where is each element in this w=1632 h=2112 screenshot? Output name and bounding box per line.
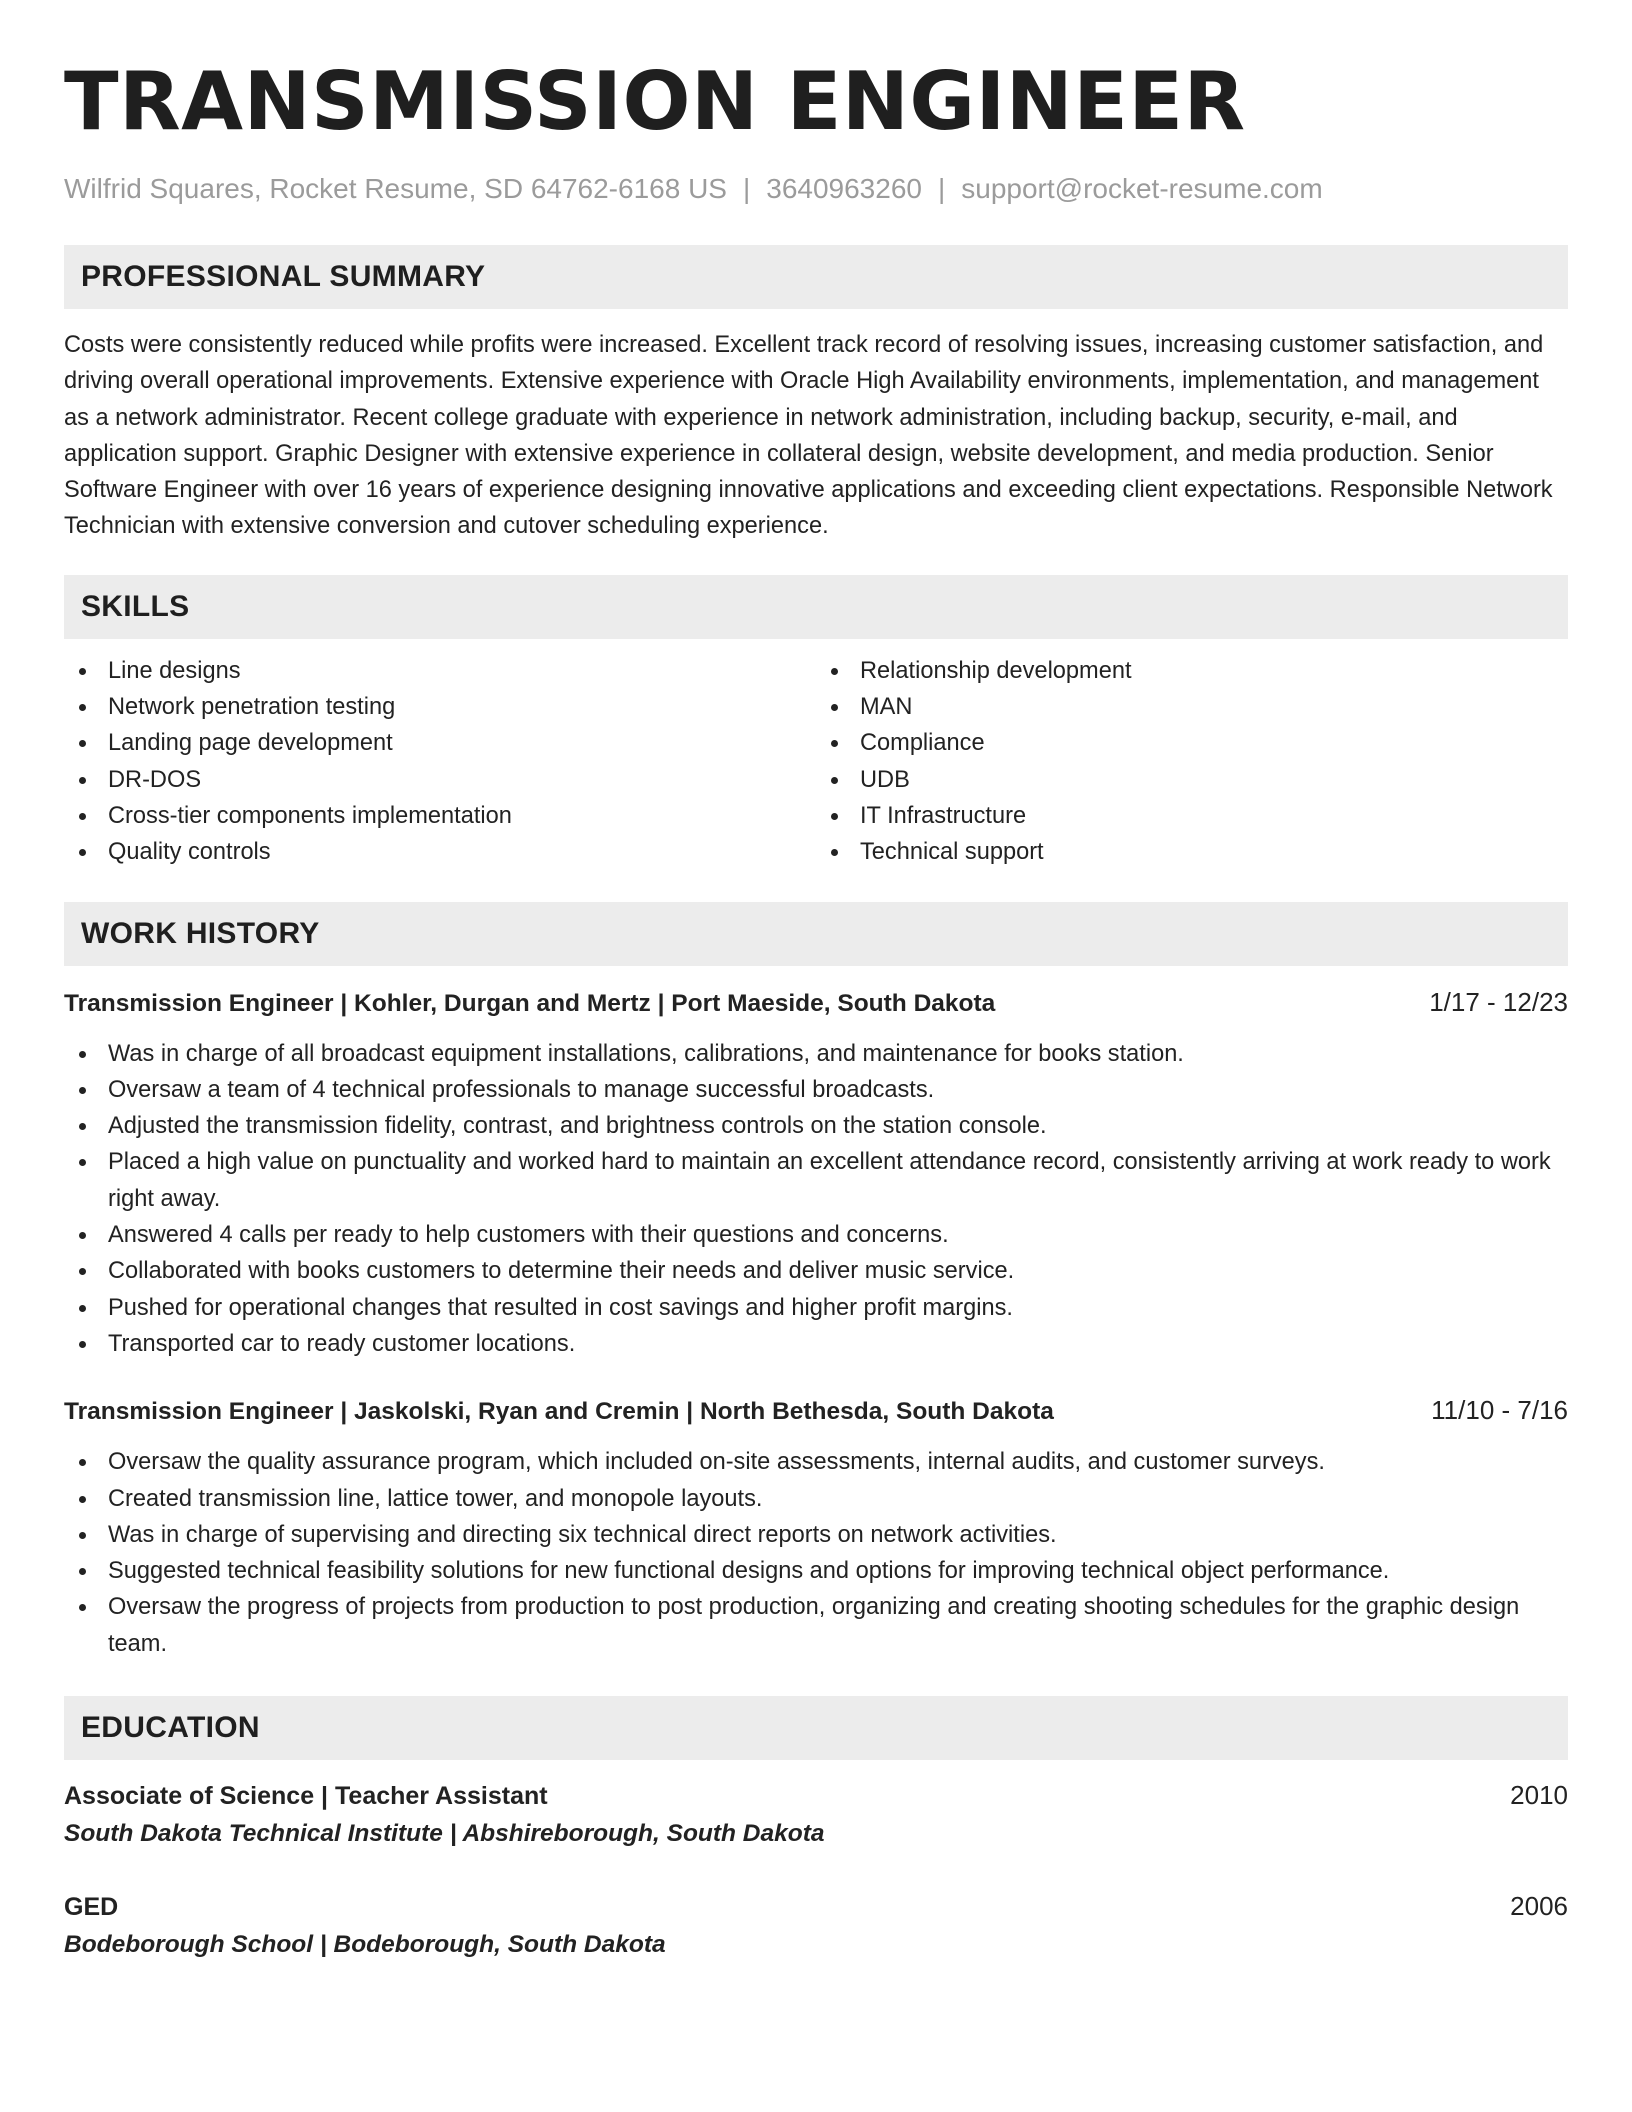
job-title: Transmission Engineer | Kohler, Durgan and Mertz | Port Maeside, South Dakota <box>64 989 996 1017</box>
job-bullet: Created transmission line, lattice tower, and monopole layouts. <box>64 1481 1568 1517</box>
job-bullet: Oversaw a team of 4 technical professionals to manage successful broadcasts. <box>64 1072 1568 1108</box>
skill-item: Technical support <box>816 834 1568 870</box>
contact-email: support@rocket-resume.com <box>961 173 1323 204</box>
summary-heading: PROFESSIONAL SUMMARY <box>64 245 1568 309</box>
job-title: Transmission Engineer | Jaskolski, Ryan and Cremin | North Bethesda, South Dakota <box>64 1398 1054 1426</box>
education-school: South Dakota Technical Institute | Abshireborough, South Dakota <box>64 1820 825 1848</box>
job-bullet: Suggested technical feasibility solutions for new functional designs and options for improving technical object performance. <box>64 1553 1568 1589</box>
education-school: Bodeborough School | Bodeborough, South Dakota <box>64 1931 666 1959</box>
job-bullet: Pushed for operational changes that resulted in cost savings and higher profit margins. <box>64 1290 1568 1326</box>
skills-column-right <box>816 653 1568 871</box>
job-dates: 1/17 - 12/23 <box>1429 986 1568 1017</box>
job-entry <box>64 984 1568 1363</box>
job-bullets <box>64 1444 1568 1662</box>
job-bullet: Oversaw the progress of projects from production to post production, organizing and creating shooting schedules for the graphic design team. <box>64 1589 1568 1662</box>
skill-item: Compliance <box>816 725 1568 761</box>
job-bullet: Oversaw the quality assurance program, which included on-site assessments, internal audits, and customer surveys. <box>64 1444 1568 1480</box>
skill-item: Line designs <box>64 653 816 689</box>
job-bullet: Transported car to ready customer locations. <box>64 1326 1568 1362</box>
job-bullet: Collaborated with books customers to determine their needs and deliver music service. <box>64 1253 1568 1289</box>
job-bullet: Adjusted the transmission fidelity, contrast, and brightness controls on the station console. <box>64 1108 1568 1144</box>
education-header <box>64 1776 1568 1815</box>
education-year: 2010 <box>1510 1780 1568 1811</box>
contact-separator: | <box>742 173 751 204</box>
contact-separator: | <box>937 173 946 204</box>
contact-line <box>64 170 1568 208</box>
contact-phone: 3640963260 <box>766 173 922 204</box>
education-header <box>64 1887 1568 1926</box>
job-bullet: Placed a high value on punctuality and worked hard to maintain an excellent attendance record, consistently arriving at work ready to work right away. <box>64 1144 1568 1217</box>
skill-item: UDB <box>816 762 1568 798</box>
education-year: 2006 <box>1510 1891 1568 1922</box>
work-history-heading: WORK HISTORY <box>64 902 1568 966</box>
education-entry <box>64 1887 1568 1964</box>
summary-text: Costs were consistently reduced while profits were increased. Excellent track record of resolving issues, increasing customer satisfaction, and driving overall operational improvements. Extensive experience with Oracle High Availability environments, implementation, and management as a network administrator. Recent college graduate with experience in network administration, including backup, security, e-mail, and application support. Graphic Designer with extensive experience in collateral design, website development, and media production. Senior Software Engineer with over 16 years of experience designing innovative applications and exceeding client expectations. Responsible Network Technician with extensive conversion and cutover scheduling experience. <box>64 332 1553 540</box>
job-header <box>64 984 1568 1022</box>
contact-address: Wilfrid Squares, Rocket Resume, SD 64762-6168 US <box>64 173 727 204</box>
job-bullet: Was in charge of all broadcast equipment installations, calibrations, and maintenance for books station. <box>64 1036 1568 1072</box>
job-header <box>64 1392 1568 1430</box>
skill-item: Network penetration testing <box>64 689 816 725</box>
job-bullet: Was in charge of supervising and directing six technical direct reports on network activities. <box>64 1517 1568 1553</box>
education-degree: Associate of Science | Teacher Assistant <box>64 1782 548 1811</box>
skills-heading: SKILLS <box>64 575 1568 639</box>
skills-column-left <box>64 653 816 871</box>
education-degree: GED <box>64 1893 119 1922</box>
job-bullets <box>64 1036 1568 1363</box>
skill-item: Landing page development <box>64 725 816 761</box>
skill-item: Relationship development <box>816 653 1568 689</box>
skill-item: MAN <box>816 689 1568 725</box>
education-entry <box>64 1776 1568 1853</box>
candidate-title: TRANSMISSION ENGINEER <box>64 55 1246 148</box>
job-bullet: Answered 4 calls per ready to help customers with their questions and concerns. <box>64 1217 1568 1253</box>
skill-item: Quality controls <box>64 834 816 870</box>
job-dates: 11/10 - 7/16 <box>1431 1395 1568 1426</box>
skills-list <box>64 653 1568 871</box>
skill-item: Cross-tier components implementation <box>64 798 816 834</box>
skill-item: DR-DOS <box>64 762 816 798</box>
job-entry <box>64 1392 1568 1662</box>
education-heading: EDUCATION <box>64 1696 1568 1760</box>
skill-item: IT Infrastructure <box>816 798 1568 834</box>
